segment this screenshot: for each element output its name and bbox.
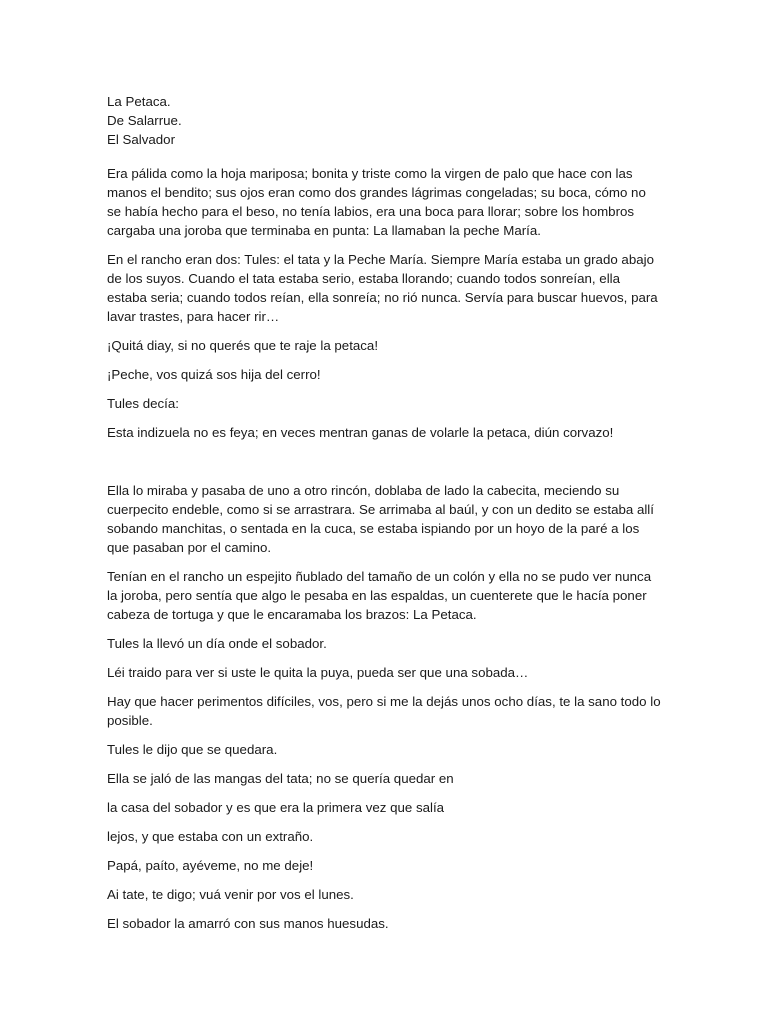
paragraph: Ai tate, te digo; vuá venir por vos el lunes. [107, 887, 354, 902]
paragraph: Tules decía: [107, 396, 179, 411]
paragraph: Léi traido para ver si uste le quita la puya, pueda ser que una sobada… [107, 665, 529, 680]
paragraph: Tules la llevó un día onde el sobador. [107, 636, 327, 651]
paragraph: lejos, y que estaba con un extraño. [107, 829, 314, 844]
paragraph: Esta indizuela no es feya; en veces mentran ganas de volarle la petaca, diún corvazo! [107, 425, 614, 440]
story-heading [107, 92, 663, 149]
story-body-part-2 [107, 481, 663, 933]
story-author: De Salarrue. [107, 113, 182, 128]
paragraph: En el rancho eran dos: Tules: el tata y la Peche María. Siempre María estaba un grado abajo de los suyos. Cuando el tata estaba serio, estaba llorando; cuando todos sonreían, ella estaba seria; cuando todos reían, ella sonreía; no rió nunca. Servía para buscar huevos, para lavar trastes, para hacer rir… [107, 252, 658, 324]
paragraph: El sobador la amarró con sus manos huesudas. [107, 916, 389, 931]
paragraph: ¡Peche, vos quizá sos hija del cerro! [107, 367, 321, 382]
paragraph: Ella lo miraba y pasaba de uno a otro rincón, doblaba de lado la cabecita, meciendo su cuerpecito endeble, como si se arrastrara. Se arrimaba al baúl, y con un dedito se estaba allí sobando manchitas, o sentada en la cuca, se estaba ispiando por un hoyo de la paré a los que pasaban por el camino. [107, 483, 654, 555]
paragraph: Era pálida como la hoja mariposa; bonita y triste como la virgen de palo que hace con las manos el bendito; sus ojos eran como dos grandes lágrimas congeladas; su boca, cómo no se había hecho para el beso, no tenía labios, era una boca para llorar; sobre los hombros cargaba una joroba que terminaba en punta: La llamaban la peche María. [107, 166, 646, 238]
paragraph: la casa del sobador y es que era la primera vez que salía [107, 800, 445, 815]
paragraph: Tenían en el rancho un espejito ñublado del tamaño de un colón y ella no se pudo ver nunca la joroba, pero sentía que algo le pesaba en las espaldas, un cuenterete que le hacía poner cabeza de tortuga y que le encaramaba los brazos: La Petaca. [107, 569, 652, 622]
paragraph: ¡Quitá diay, si no querés que te raje la petaca! [107, 338, 379, 353]
paragraph: Hay que hacer perimentos difíciles, vos, pero si me la dejás unos ocho días, te la sano todo lo posible. [107, 694, 661, 728]
paragraph: Ella se jaló de las mangas del tata; no se quería quedar en [107, 771, 454, 786]
paragraph: Papá, paíto, ayéveme, no me deje! [107, 858, 314, 873]
story-title: La Petaca. [107, 94, 171, 109]
story-body-part-1 [107, 164, 663, 442]
story-country: El Salvador [107, 132, 175, 147]
document-page [107, 92, 663, 943]
section-spacer [107, 452, 663, 481]
paragraph: Tules le dijo que se quedara. [107, 742, 278, 757]
